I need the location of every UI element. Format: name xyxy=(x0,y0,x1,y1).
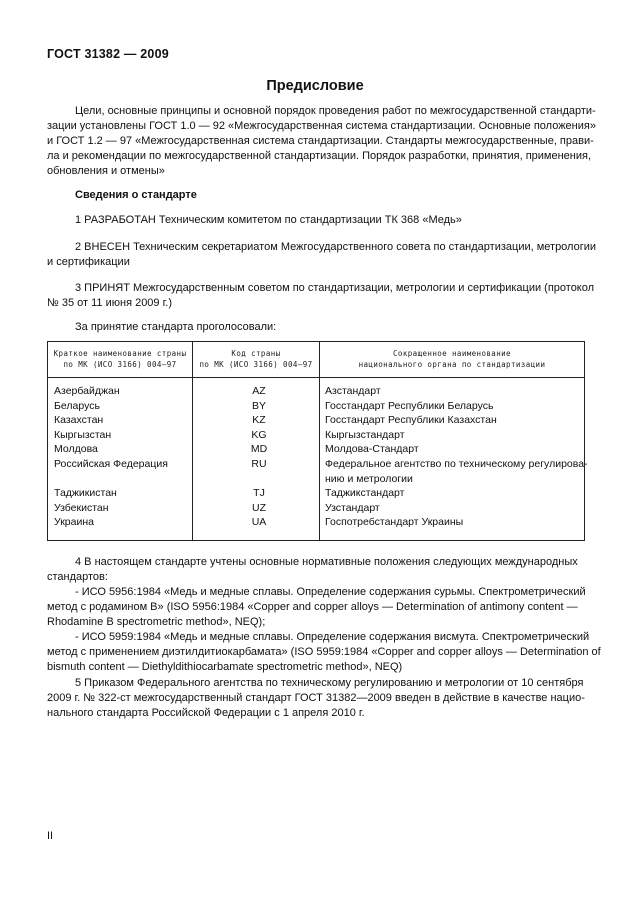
table-row xyxy=(48,428,584,443)
standards-body: Узстандарт xyxy=(325,501,380,514)
item-5-order xyxy=(47,676,585,721)
item-3-adopted xyxy=(47,281,595,311)
item-4-line: 4 В настоящем стандарте учтены основные нормативные положения следующих международных xyxy=(75,556,578,568)
page-number: II xyxy=(47,830,54,842)
header-line: по МК (ИСО 3166) 004—97 xyxy=(199,360,313,369)
document-code-header: ГОСТ 31382 — 2009 xyxy=(47,47,169,61)
country-code: UZ xyxy=(252,501,266,514)
country-code: BY xyxy=(251,399,266,412)
header-line: Код страны xyxy=(231,349,281,358)
intro-line: Цели, основные принципы и основной порядок проведения работ по межгосударственной стандарти- xyxy=(75,105,596,117)
standards-body: Госстандарт Республики Беларусь xyxy=(325,399,494,412)
table-header-country xyxy=(48,348,192,370)
item-4-line: - ИСО 5956:1984 «Медь и медные сплавы. Определение содержания сурьмы. Спектрометрический xyxy=(75,586,586,598)
item-2-line: и сертификации xyxy=(47,256,130,268)
item-2-introduced xyxy=(47,240,597,270)
country-code: AZ xyxy=(252,385,266,397)
country-name: Азербайджан xyxy=(54,385,120,397)
item-4-line: метод с родамином В» (ISO 5956:1984 «Copper and copper alloys — Determination of antimony content — xyxy=(47,601,578,613)
header-line: Сокращенное наименование xyxy=(393,349,511,358)
item-5-line: 2009 г. № 322-ст межгосударственный стандарт ГОСТ 31382—2009 введен в действие в качестве нацио- xyxy=(47,692,585,704)
standards-body: Таджикстандарт xyxy=(325,487,405,500)
standards-body: Азстандарт xyxy=(325,385,381,397)
item-5-line: нального стандарта Российской Федерации с 1 апреля 2010 г. xyxy=(47,707,365,719)
standards-body: Госпотребстандарт Украины xyxy=(325,516,464,529)
voted-label-text: За принятие стандарта проголосовали: xyxy=(75,321,277,333)
standards-body: Молдова-Стандарт xyxy=(325,443,419,456)
intro-paragraph xyxy=(47,104,596,179)
country-name: Украина xyxy=(54,516,94,529)
item-4-line: - ИСО 5959:1984 «Медь и медные сплавы. Определение содержания висмута. Спектрометрический xyxy=(75,631,590,643)
header-line: Краткое наименование страны xyxy=(53,349,187,358)
country-name: Таджикистан xyxy=(54,487,117,500)
item-4-line: метод с применением диэтилдитиокарбамата» (ISO 5959:1984 «Copper and copper alloys — Determination of xyxy=(47,646,601,658)
country-code: KG xyxy=(251,428,267,441)
item-4-international-standards xyxy=(47,555,601,675)
intro-line: обновления и отмены» xyxy=(47,165,165,177)
country-code: MD xyxy=(250,443,268,456)
page-title: Предисловие xyxy=(266,78,364,94)
intro-line: и ГОСТ 1.2 — 97 «Межгосударственная система стандартизации. Стандарты межгосударственные, прави- xyxy=(47,135,594,147)
header-line: национального органа по стандартизации xyxy=(358,360,546,369)
header-line: по МК (ИСО 3166) 004—97 xyxy=(63,360,177,369)
country-name: Российская Федерация xyxy=(54,458,168,470)
item-1-developed xyxy=(47,213,585,228)
table-row xyxy=(48,413,584,428)
standards-body: Кыргызстандарт xyxy=(325,428,405,441)
standards-body: Госстандарт Республики Казахстан xyxy=(325,414,497,427)
table-row xyxy=(48,515,584,530)
item-5-line: 5 Приказом Федерального агентства по техническому регулированию и метрологии от 10 сентября xyxy=(75,677,584,689)
item-4-line: Rhodamine B spectrometric method», NEQ); xyxy=(47,616,266,628)
country-name: Беларусь xyxy=(54,399,100,412)
item-1-line: 1 РАЗРАБОТАН Техническим комитетом по стандартизации ТК 368 «Медь» xyxy=(75,214,462,226)
country-name: Казахстан xyxy=(54,414,104,427)
country-code: TJ xyxy=(253,487,265,500)
item-4-line: стандартов: xyxy=(47,571,108,583)
country-code: RU xyxy=(251,458,267,470)
table-row xyxy=(48,472,584,487)
country-name: Узбекистан xyxy=(54,501,109,514)
intro-line: зации установлены ГОСТ 1.0 — 92 «Межгосударственная система стандартизации. Основные положения» xyxy=(47,120,596,132)
country-code: UA xyxy=(251,516,267,529)
item-3-line: № 35 от 11 июня 2009 г.) xyxy=(47,297,172,309)
table-row xyxy=(48,486,584,501)
standards-body: Федеральное агентство по техническому регулирова- xyxy=(325,458,588,470)
intro-line: ла и рекомендации по межгосударственной стандартизации. Порядок разработки, принятия, применения, xyxy=(47,150,592,162)
item-4-line: bismuth content — Diethyldithiocarbamate spectrometric method», NEQ) xyxy=(47,661,403,673)
item-3-line: 3 ПРИНЯТ Межгосударственным советом по стандартизации, метрологии и сертификации (протокол xyxy=(75,282,595,294)
table-header-divider xyxy=(48,377,584,378)
standards-body: нию и метрологии xyxy=(325,472,413,485)
table-header-code xyxy=(193,348,319,370)
table-row xyxy=(48,442,584,457)
table-row xyxy=(48,501,584,516)
table-row xyxy=(48,384,584,399)
table-header-body xyxy=(320,348,584,370)
country-name: Кыргызстан xyxy=(54,428,112,441)
country-name: Молдова xyxy=(54,443,98,456)
table-row xyxy=(48,457,588,472)
voted-label xyxy=(47,320,585,335)
table-row xyxy=(48,399,584,414)
section-heading: Сведения о стандарте xyxy=(75,189,197,201)
country-code: KZ xyxy=(252,414,266,427)
item-2-line: 2 ВНЕСЕН Техническим секретариатом Межгосударственного совета по стандартизации, метрологии xyxy=(75,241,597,253)
voting-countries-table xyxy=(47,341,588,541)
